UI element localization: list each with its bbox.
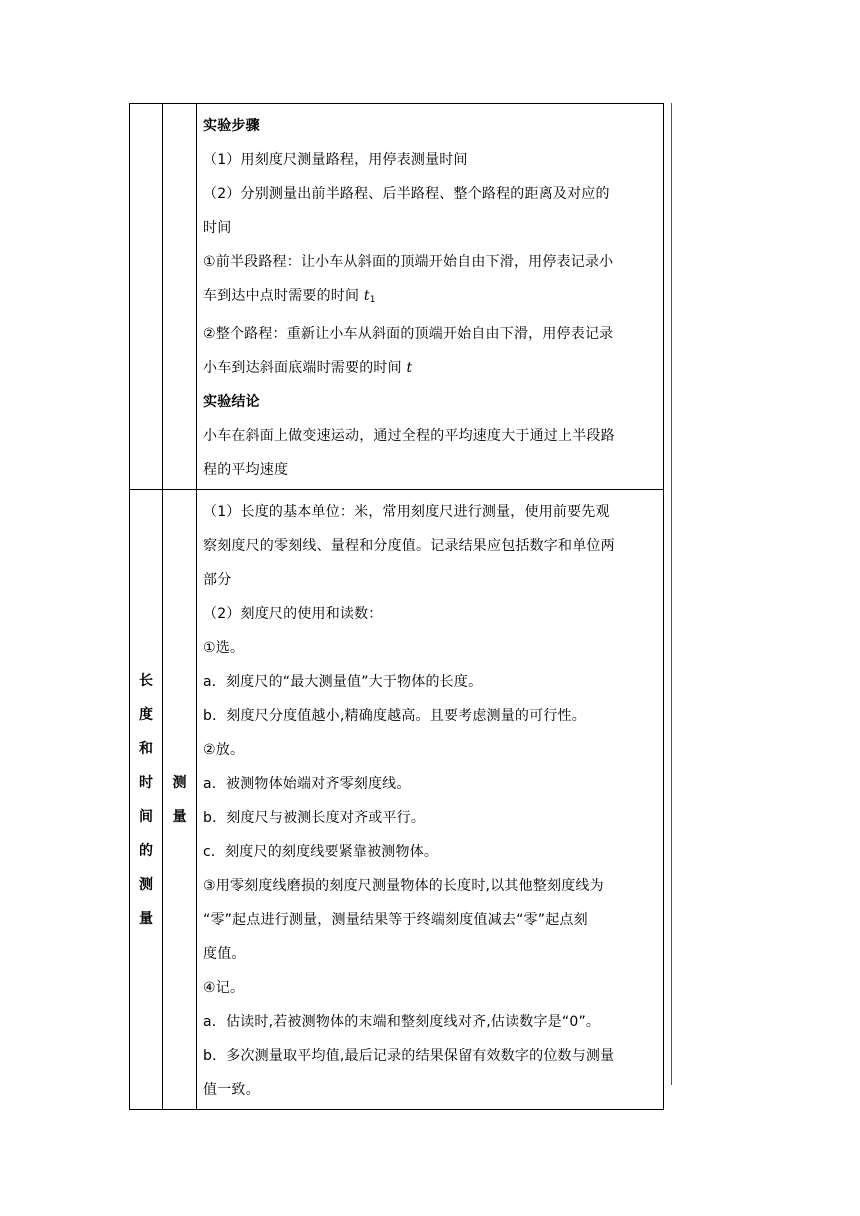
step-2-line-2: 时间 xyxy=(203,220,232,236)
measurement-line: 部分 xyxy=(203,572,232,588)
step-2-line-1: （2）分别测量出前半路程、后半路程、整个路程的距离及对应的 xyxy=(203,186,610,202)
step-1: （1）用刻度尺测量路程，用停表测量时间 xyxy=(203,152,468,168)
half-path-text: 车到达中点时需要的时间 xyxy=(203,288,360,304)
notes-table xyxy=(129,103,664,1110)
measurement-line: 值一致。 xyxy=(203,1082,260,1098)
measurement-line: “零”起点进行测量，测量结果等于终端刻度值减去“零”起点刻 xyxy=(203,912,588,928)
measurement-line: 度值。 xyxy=(203,946,246,962)
time-variable-t: t xyxy=(406,360,413,376)
measurement-line: a．刻度尺的“最大测量值”大于物体的长度。 xyxy=(203,674,483,690)
topic-char: 间 xyxy=(139,808,153,825)
topic-char: 度 xyxy=(139,706,153,723)
measurement-line: （2）刻度尺的使用和读数： xyxy=(203,606,383,622)
topic-char: 测 xyxy=(139,876,153,893)
measurement-line: a．估读时,若被测物体的末端和整刻度线对齐,估读数字是“0”。 xyxy=(203,1014,601,1030)
content-cell-experiment xyxy=(197,104,664,490)
conclusion-line-1: 小车在斜面上做变速运动，通过全程的平均速度大于通过上半段路 xyxy=(203,428,615,444)
topic-cell xyxy=(130,490,163,1110)
measurement-notes xyxy=(203,495,659,1107)
content-cell-measurement xyxy=(197,490,664,1110)
topic-char: 量 xyxy=(139,910,153,927)
whole-path-text: 小车到达斜面底端时需要的时间 xyxy=(203,360,402,376)
steps-heading: 实验步骤 xyxy=(203,118,260,134)
page-margin-rule xyxy=(671,103,672,1085)
table-row xyxy=(130,104,664,490)
subtopic-vertical-label xyxy=(163,766,196,834)
time-variable-t1: t xyxy=(363,288,370,304)
conclusion-heading: 实验结论 xyxy=(203,394,260,410)
half-path-line-2 xyxy=(203,279,659,317)
measurement-line: b．刻度尺分度值越小,精确度越高。且要考虑测量的可行性。 xyxy=(203,708,586,724)
measurement-line: ④记。 xyxy=(203,980,245,996)
whole-path-line-1: ②整个路程：重新让小车从斜面的顶端开始自由下滑，用停表记录 xyxy=(203,326,614,342)
subtopic-cell xyxy=(163,490,197,1110)
table-row xyxy=(130,490,664,1110)
topic-cell-empty xyxy=(130,104,163,490)
half-path-line-1: ①前半段路程：让小车从斜面的顶端开始自由下滑，用停表记录小 xyxy=(203,254,614,270)
measurement-line: （1）长度的基本单位：米，常用刻度尺进行测量，使用前要先观 xyxy=(203,504,610,520)
measurement-line: b．刻度尺与被测长度对齐或平行。 xyxy=(203,810,426,826)
topic-char: 时 xyxy=(139,774,153,791)
time-variable-subscript: 1 xyxy=(369,295,376,305)
topic-char: 长 xyxy=(139,672,153,689)
measurement-line: a．被测物体始端对齐零刻度线。 xyxy=(203,776,411,792)
measurement-line: ②放。 xyxy=(203,742,245,758)
whole-path-line-2 xyxy=(203,351,659,385)
subtopic-char: 测 xyxy=(172,774,187,791)
measurement-line: ①选。 xyxy=(203,640,245,656)
subtopic-char: 量 xyxy=(172,808,187,825)
topic-vertical-label xyxy=(130,664,162,936)
measurement-line: c．刻度尺的刻度线要紧靠被测物体。 xyxy=(203,844,439,860)
measurement-line: b．多次测量取平均值,最后记录的结果保留有效数字的位数与测量 xyxy=(203,1048,615,1064)
measurement-line: ③用零刻度线磨损的刻度尺测量物体的长度时,以其他整刻度线为 xyxy=(203,878,604,894)
topic-char: 的 xyxy=(139,842,153,859)
topic-char: 和 xyxy=(139,740,153,757)
measurement-line: 察刻度尺的零刻线、量程和分度值。记录结果应包括数字和单位两 xyxy=(203,538,615,554)
subtopic-cell-empty xyxy=(163,104,197,490)
conclusion-line-2: 程的平均速度 xyxy=(203,462,289,478)
